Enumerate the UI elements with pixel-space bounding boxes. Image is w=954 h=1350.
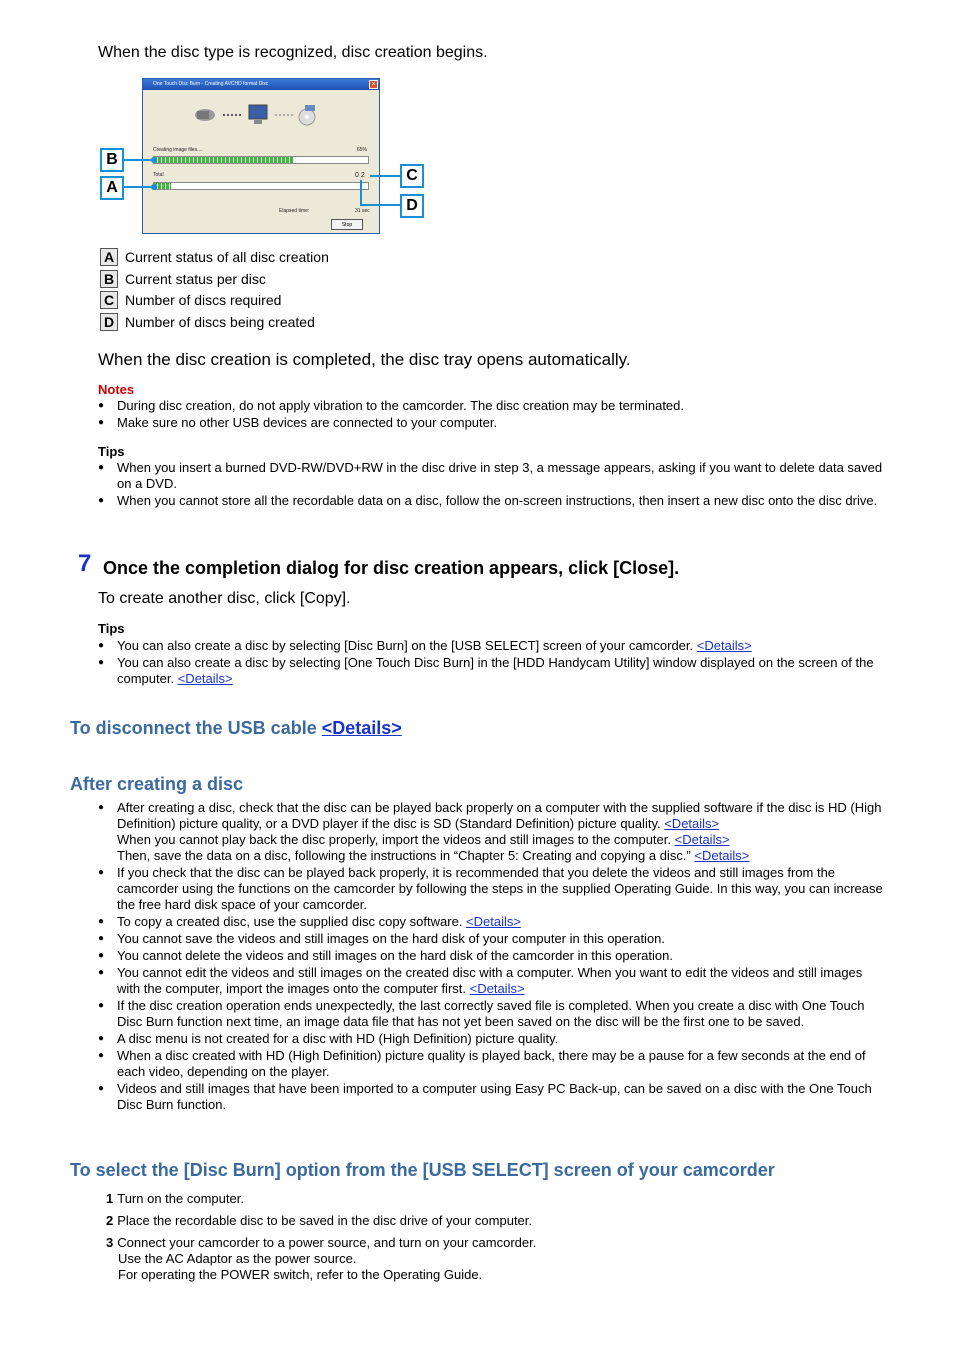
disc-progress-bar <box>153 156 369 164</box>
list-item: ● You cannot save the videos and still images on the hard disk of your computer in this operation. <box>98 931 883 947</box>
item-text: When you cannot play back the disc properly, import the videos and still images to the computer. <box>117 832 671 847</box>
tip-text: You can also create a disc by selecting [One Touch Disc Burn] in the [HDD Handycam Utility] window displayed on the screen of the computer. <box>117 655 874 686</box>
close-icon[interactable]: × <box>369 80 378 89</box>
details-link[interactable]: <Details> <box>466 914 521 929</box>
stop-button[interactable]: Stop <box>331 219 363 230</box>
legend-text: Current status per disc <box>125 271 266 287</box>
legend-letter: B <box>100 270 118 288</box>
elapsed-label: Elapsed time: <box>279 208 310 214</box>
tips-heading: Tips <box>98 621 125 636</box>
select-heading: To select the [Disc Burn] option from the [USB SELECT] screen of your camcorder <box>70 1160 775 1180</box>
list-item: ● You cannot delete the videos and still images on the hard disk of the camcorder in this operation. <box>98 948 883 964</box>
step-num: 1 <box>106 1191 114 1206</box>
legend-item <box>98 247 498 267</box>
list-item <box>98 914 883 930</box>
details-link[interactable]: <Details> <box>674 832 730 847</box>
after-list <box>98 800 883 1114</box>
legend-item <box>98 312 498 332</box>
list-item: ● When a disc created with HD (High Definition) picture quality is played back, there may be a pause for a few seconds at the end of each video, depending on the player. <box>98 1048 883 1080</box>
step-title: Once the completion dialog for disc creation appears, click [Close]. <box>103 558 680 578</box>
details-link[interactable]: <Details> <box>696 638 752 653</box>
list-item <box>98 800 883 864</box>
legend-item <box>98 290 498 310</box>
item-text: After creating a disc, check that the disc can be played back properly on a computer with the supplied software if the disc is HD (High Definition) picture quality, or a DVD player if the disc is SD (Standard Definition) picture quality. <box>117 800 882 831</box>
callout-b-leader <box>124 159 154 161</box>
step-row <box>106 1213 806 1229</box>
legend-item <box>98 269 498 289</box>
step-num: 2 <box>106 1213 114 1228</box>
list-item: ● When you insert a burned DVD-RW/DVD+RW in the disc drive in step 3, a message appears, asking if you want to delete data saved on a DVD. <box>98 460 888 492</box>
legend-text: Number of discs being created <box>125 314 315 330</box>
select-steps <box>106 1191 806 1283</box>
dialog-window <box>142 78 380 234</box>
disc-counter: 0 2 <box>355 172 365 179</box>
creating-label: Creating image files.... <box>153 147 203 153</box>
callout-a-dot <box>151 184 157 190</box>
item-text: Then, save the data on a disc, following the instructions in “Chapter 5: Creating and copying a disc.” <box>117 848 691 863</box>
legend-text: Number of discs required <box>125 292 282 308</box>
tip-text: You can also create a disc by selecting [Disc Burn] on the [USB SELECT] screen of your camcorder. <box>117 638 694 653</box>
callout-d-leader-h <box>360 204 400 206</box>
total-progress-bar <box>153 182 369 190</box>
step-text: Place the recordable disc to be saved in the disc drive of your computer. <box>117 1213 533 1228</box>
list-item: ● When you cannot store all the recordable data on a disc, follow the on-screen instructions, then insert a new disc onto the disc drive. <box>98 493 888 509</box>
creating-percent: 65% <box>357 147 368 153</box>
list-item: ● Make sure no other USB devices are connected to your computer. <box>98 415 898 431</box>
legend-letter: C <box>100 291 118 309</box>
tips-heading: Tips <box>98 444 125 459</box>
list-item <box>98 965 883 997</box>
details-link[interactable]: <Details> <box>694 848 750 863</box>
after-heading: After creating a disc <box>70 774 244 794</box>
callout-d-leader-v <box>360 180 362 206</box>
total-label: Total <box>153 172 164 178</box>
step-row <box>106 1235 806 1283</box>
callout-a: A <box>100 176 124 200</box>
step-row <box>106 1191 806 1207</box>
step-num: 3 <box>106 1235 114 1250</box>
step-subtext: To create another disc, click [Copy]. <box>98 590 351 607</box>
list-item: ● During disc creation, do not apply vibration to the camcorder. The disc creation may be terminated. <box>98 398 898 414</box>
callout-c-leader <box>370 175 400 177</box>
tips-list <box>98 638 878 688</box>
dialog-title-text: One Touch Disc Burn - Creating AVCHD format Disc <box>153 81 269 87</box>
disc-progress-fill <box>154 157 293 163</box>
details-link[interactable]: <Details> <box>177 671 233 686</box>
details-link[interactable]: <Details> <box>469 981 525 996</box>
disconnect-heading <box>70 718 402 739</box>
callout-a-leader <box>124 186 154 188</box>
notes-list <box>98 398 898 432</box>
legend-letter: D <box>100 313 118 331</box>
details-link[interactable]: <Details> <box>664 816 720 831</box>
transfer-icons <box>193 103 323 129</box>
list-item: ● Videos and still images that have been imported to a computer using Easy PC Back-up, can be saved on a disc with the One Touch Disc Burn function. <box>98 1081 883 1113</box>
list-item: ● A disc menu is not created for a disc with HD (High Definition) picture quality. <box>98 1031 883 1047</box>
step-number: 7 <box>78 550 92 577</box>
list-item: ● If you check that the disc can be played back properly, it is recommended that you delete the videos and still images from the camcorder using the functions on the camcorder by following the steps in the supplied Operating Guide. In this way, you can increase the free hard disk space of your camcorder. <box>98 865 883 913</box>
step-subtext: For operating the POWER switch, refer to the Operating Guide. <box>118 1267 483 1282</box>
legend-text: Current status of all disc creation <box>125 249 329 265</box>
tips-list <box>98 460 888 510</box>
intro-text: When the disc type is recognized, disc creation begins. <box>98 44 488 61</box>
callout-b: B <box>100 148 124 172</box>
item-text: To copy a created disc, use the supplied disc copy software. <box>117 914 463 929</box>
completed-text: When the disc creation is completed, the disc tray opens automatically. <box>98 350 631 369</box>
dialog-title <box>143 79 379 90</box>
step-subtext: Use the AC Adaptor as the power source. <box>118 1251 357 1266</box>
callout-b-dot <box>151 157 157 163</box>
elapsed-value: 31 sec <box>355 208 370 214</box>
step-text: Turn on the computer. <box>117 1191 244 1206</box>
callout-d: D <box>400 194 424 218</box>
legend-letter: A <box>100 248 118 266</box>
callout-c: C <box>400 164 424 188</box>
item-text: You cannot edit the videos and still images on the created disc with a computer. When you want to edit the videos and still images with the computer, import the images onto the computer first. <box>117 965 863 996</box>
details-link[interactable]: <Details> <box>321 718 402 738</box>
disconnect-heading-text: To disconnect the USB cable <box>70 718 317 738</box>
list-item <box>98 655 878 687</box>
list-item <box>98 638 878 654</box>
list-item: ● If the disc creation operation ends unexpectedly, the last correctly saved file is completed. When you create a disc with One Touch Disc Burn function next time, an image data file that has not yet been saved on the disc will be the first one to be saved. <box>98 998 883 1030</box>
disc-creation-figure <box>98 76 428 236</box>
step-text: Connect your camcorder to a power source, and turn on your camcorder. <box>117 1235 537 1250</box>
notes-heading: Notes <box>98 382 135 397</box>
